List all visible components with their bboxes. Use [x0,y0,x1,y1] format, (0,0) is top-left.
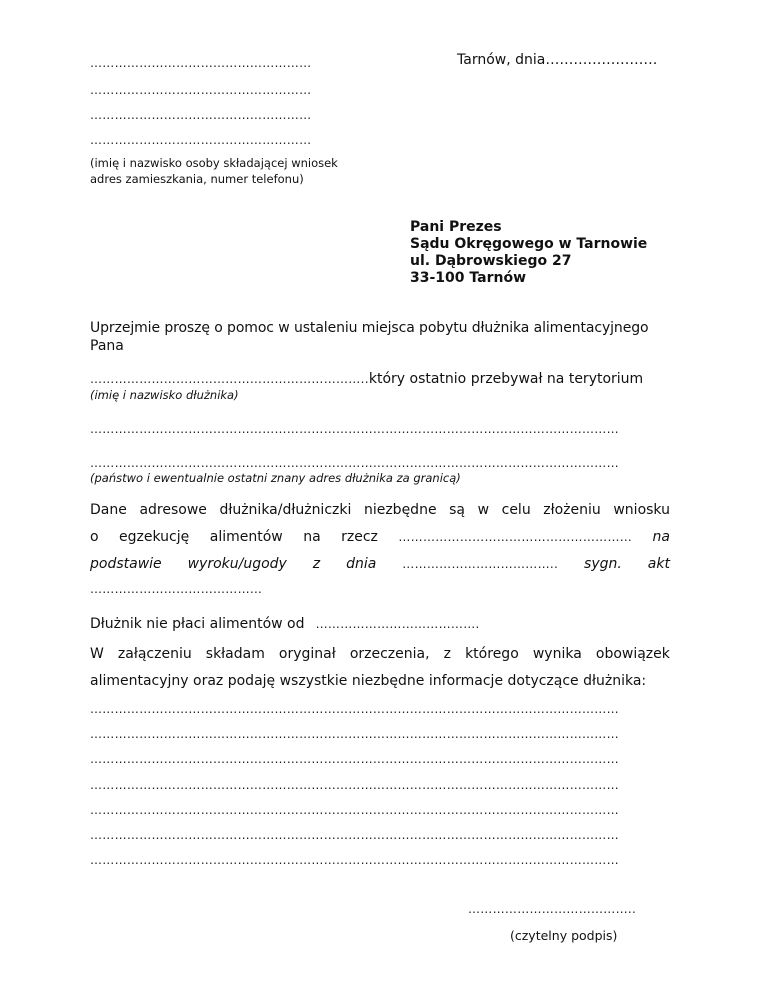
debtor-name-tail: który ostatnio przebywał na terytorium [368,371,644,387]
address-row-1 [90,502,670,518]
country-caption: (państwo i ewentualnie ostatni znany adres dłużnika za granicą) [90,471,461,485]
debtor-name-row [90,368,643,387]
word: obowiązek [595,646,670,662]
recipient-line-1: Pani Prezes [410,219,502,235]
info-line-1: ………………………………………………………………………………………………………………… [90,702,619,716]
case-number-dots: …………………………………… [90,582,263,596]
word: którego [465,646,519,662]
request-line-2: Pana [90,338,124,354]
no-payment-row [90,613,480,632]
info-line-4: ………………………………………………………………………………………………………………… [90,778,619,792]
recipient-line-4: 33-100 Tarnów [410,270,527,286]
debtor-name-dots: ………………………………………………………….. [90,372,369,386]
word: dłużnika/dłużniczki [219,502,352,518]
word: z [443,646,451,662]
address-row-2 [90,529,670,545]
signature-caption: (czytelny podpis) [510,928,618,943]
word: Dane [90,502,127,518]
word: orzeczenia, [349,646,430,662]
word: załączeniu [117,646,192,662]
word: składam [205,646,265,662]
word: celu [501,502,531,518]
word: są [449,502,466,518]
word: akt [647,556,670,572]
word: na [303,529,321,545]
attachment-row-2: alimentacyjny oraz podaję wszystkie niezbędne informacje dotyczące dłużnika: [90,673,647,689]
sender-line-3: ……………………………………………… [90,108,312,122]
word: z [312,556,321,572]
word: złożeniu [543,502,601,518]
word: sygn. [584,556,622,572]
word: wyroku/ugody [187,556,287,572]
beneficiary-dots: ………………………………………………… [398,530,633,544]
word: na [652,529,670,545]
sender-line-1: ……………………………………………… [90,56,312,70]
info-line-5: ………………………………………………………………………………………………………………… [90,803,619,817]
sender-line-2: ……………………………………………… [90,83,312,97]
recipient-line-2: Sądu Okręgowego w Tarnowie [410,236,648,252]
info-line-6: ………………………………………………………………………………………………………………… [90,828,619,842]
word: oryginał [278,646,336,662]
word: W [90,646,104,662]
word: adresowe [139,502,207,518]
info-line-2: ………………………………………………………………………………………………………………… [90,727,619,741]
word: rzecz [341,529,378,545]
sender-line-4: ……………………………………………… [90,133,312,147]
word: dnia [346,556,377,572]
country-dots-2: ………………………………………………………………………………………………………………… [90,456,619,470]
attachment-row-1 [90,646,670,662]
no-payment-label: Dłużnik nie płaci alimentów od [90,616,305,632]
word: wniosku [613,502,670,518]
sender-caption-1: (imię i nazwisko osoby składającej wniosek [90,156,338,170]
address-row-3 [90,556,670,572]
no-payment-dots: …………………………………. [315,617,480,631]
word: podstawie [90,556,162,572]
word: alimentów [209,529,283,545]
signature-dots: ………………………………….. [468,902,637,916]
word: niezbędne [363,502,437,518]
sender-caption-2: adres zamieszkania, numer telefonu) [90,172,304,186]
info-line-3: ………………………………………………………………………………………………………………… [90,752,619,766]
request-line-1: Uprzejmie proszę o pomoc w ustaleniu miejsca pobytu dłużnika alimentacyjnego [90,320,649,336]
word: wynika [532,646,582,662]
debtor-name-caption: (imię i nazwisko dłużnika) [90,388,239,402]
country-dots-1: ………………………………………………………………………………………………………………… [90,422,619,436]
recipient-line-3: ul. Dąbrowskiego 27 [410,253,572,269]
word: egzekucję [119,529,190,545]
word: w [477,502,490,518]
place-date: Tarnów, dnia…………………… [457,52,658,68]
word: o [90,529,99,545]
judgment-date-dots: ……………………………….. [402,557,559,571]
info-line-7: ………………………………………………………………………………………………………………… [90,853,619,867]
